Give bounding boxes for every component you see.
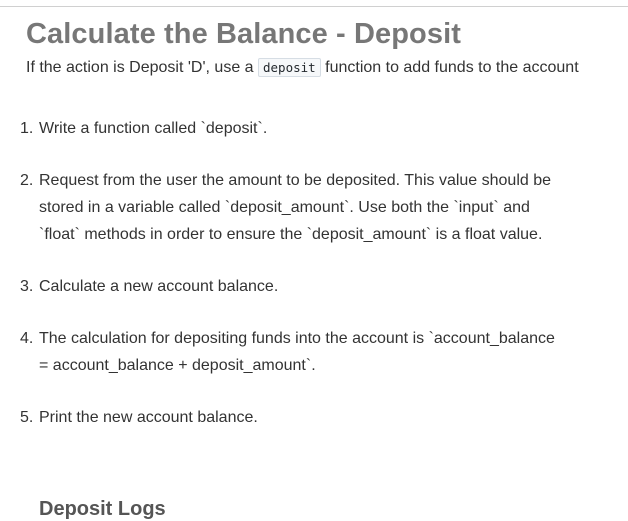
list-item-text: The calculation for depositing funds into the account is `account_balance = account_balance + deposit_amount`. bbox=[39, 330, 555, 374]
steps-list bbox=[20, 115, 560, 456]
list-item-text: Request from the user the amount to be deposited. This value should be stored in a variable called `deposit_amount`. Use both the `input` and `float` methods in order to ensure the `deposit_amount` is a float value. bbox=[39, 172, 552, 243]
list-item-number: 2. bbox=[20, 172, 34, 189]
list-item bbox=[20, 325, 560, 379]
next-section-title: Deposit Logs bbox=[39, 498, 166, 520]
list-item-text: Print the new account balance. bbox=[39, 409, 258, 426]
list-item-number: 4. bbox=[20, 330, 34, 347]
list-item-number: 1. bbox=[20, 120, 34, 137]
intro-text-after: function to add funds to the account bbox=[320, 59, 579, 76]
list-item bbox=[20, 404, 560, 431]
inline-code-deposit: deposit bbox=[258, 58, 321, 77]
list-item bbox=[20, 167, 560, 248]
section-title: Calculate the Balance - Deposit bbox=[26, 18, 461, 50]
list-item-text: Calculate a new account balance. bbox=[39, 278, 279, 295]
section-intro bbox=[26, 54, 616, 81]
list-item-number: 3. bbox=[20, 278, 34, 295]
list-item bbox=[20, 273, 560, 300]
intro-text-before: If the action is Deposit 'D', use a bbox=[26, 59, 258, 76]
top-divider bbox=[0, 6, 628, 7]
main-content bbox=[26, 14, 616, 81]
list-item-text: Write a function called `deposit`. bbox=[39, 120, 268, 137]
list-item-number: 5. bbox=[20, 409, 34, 426]
list-item bbox=[20, 115, 560, 142]
